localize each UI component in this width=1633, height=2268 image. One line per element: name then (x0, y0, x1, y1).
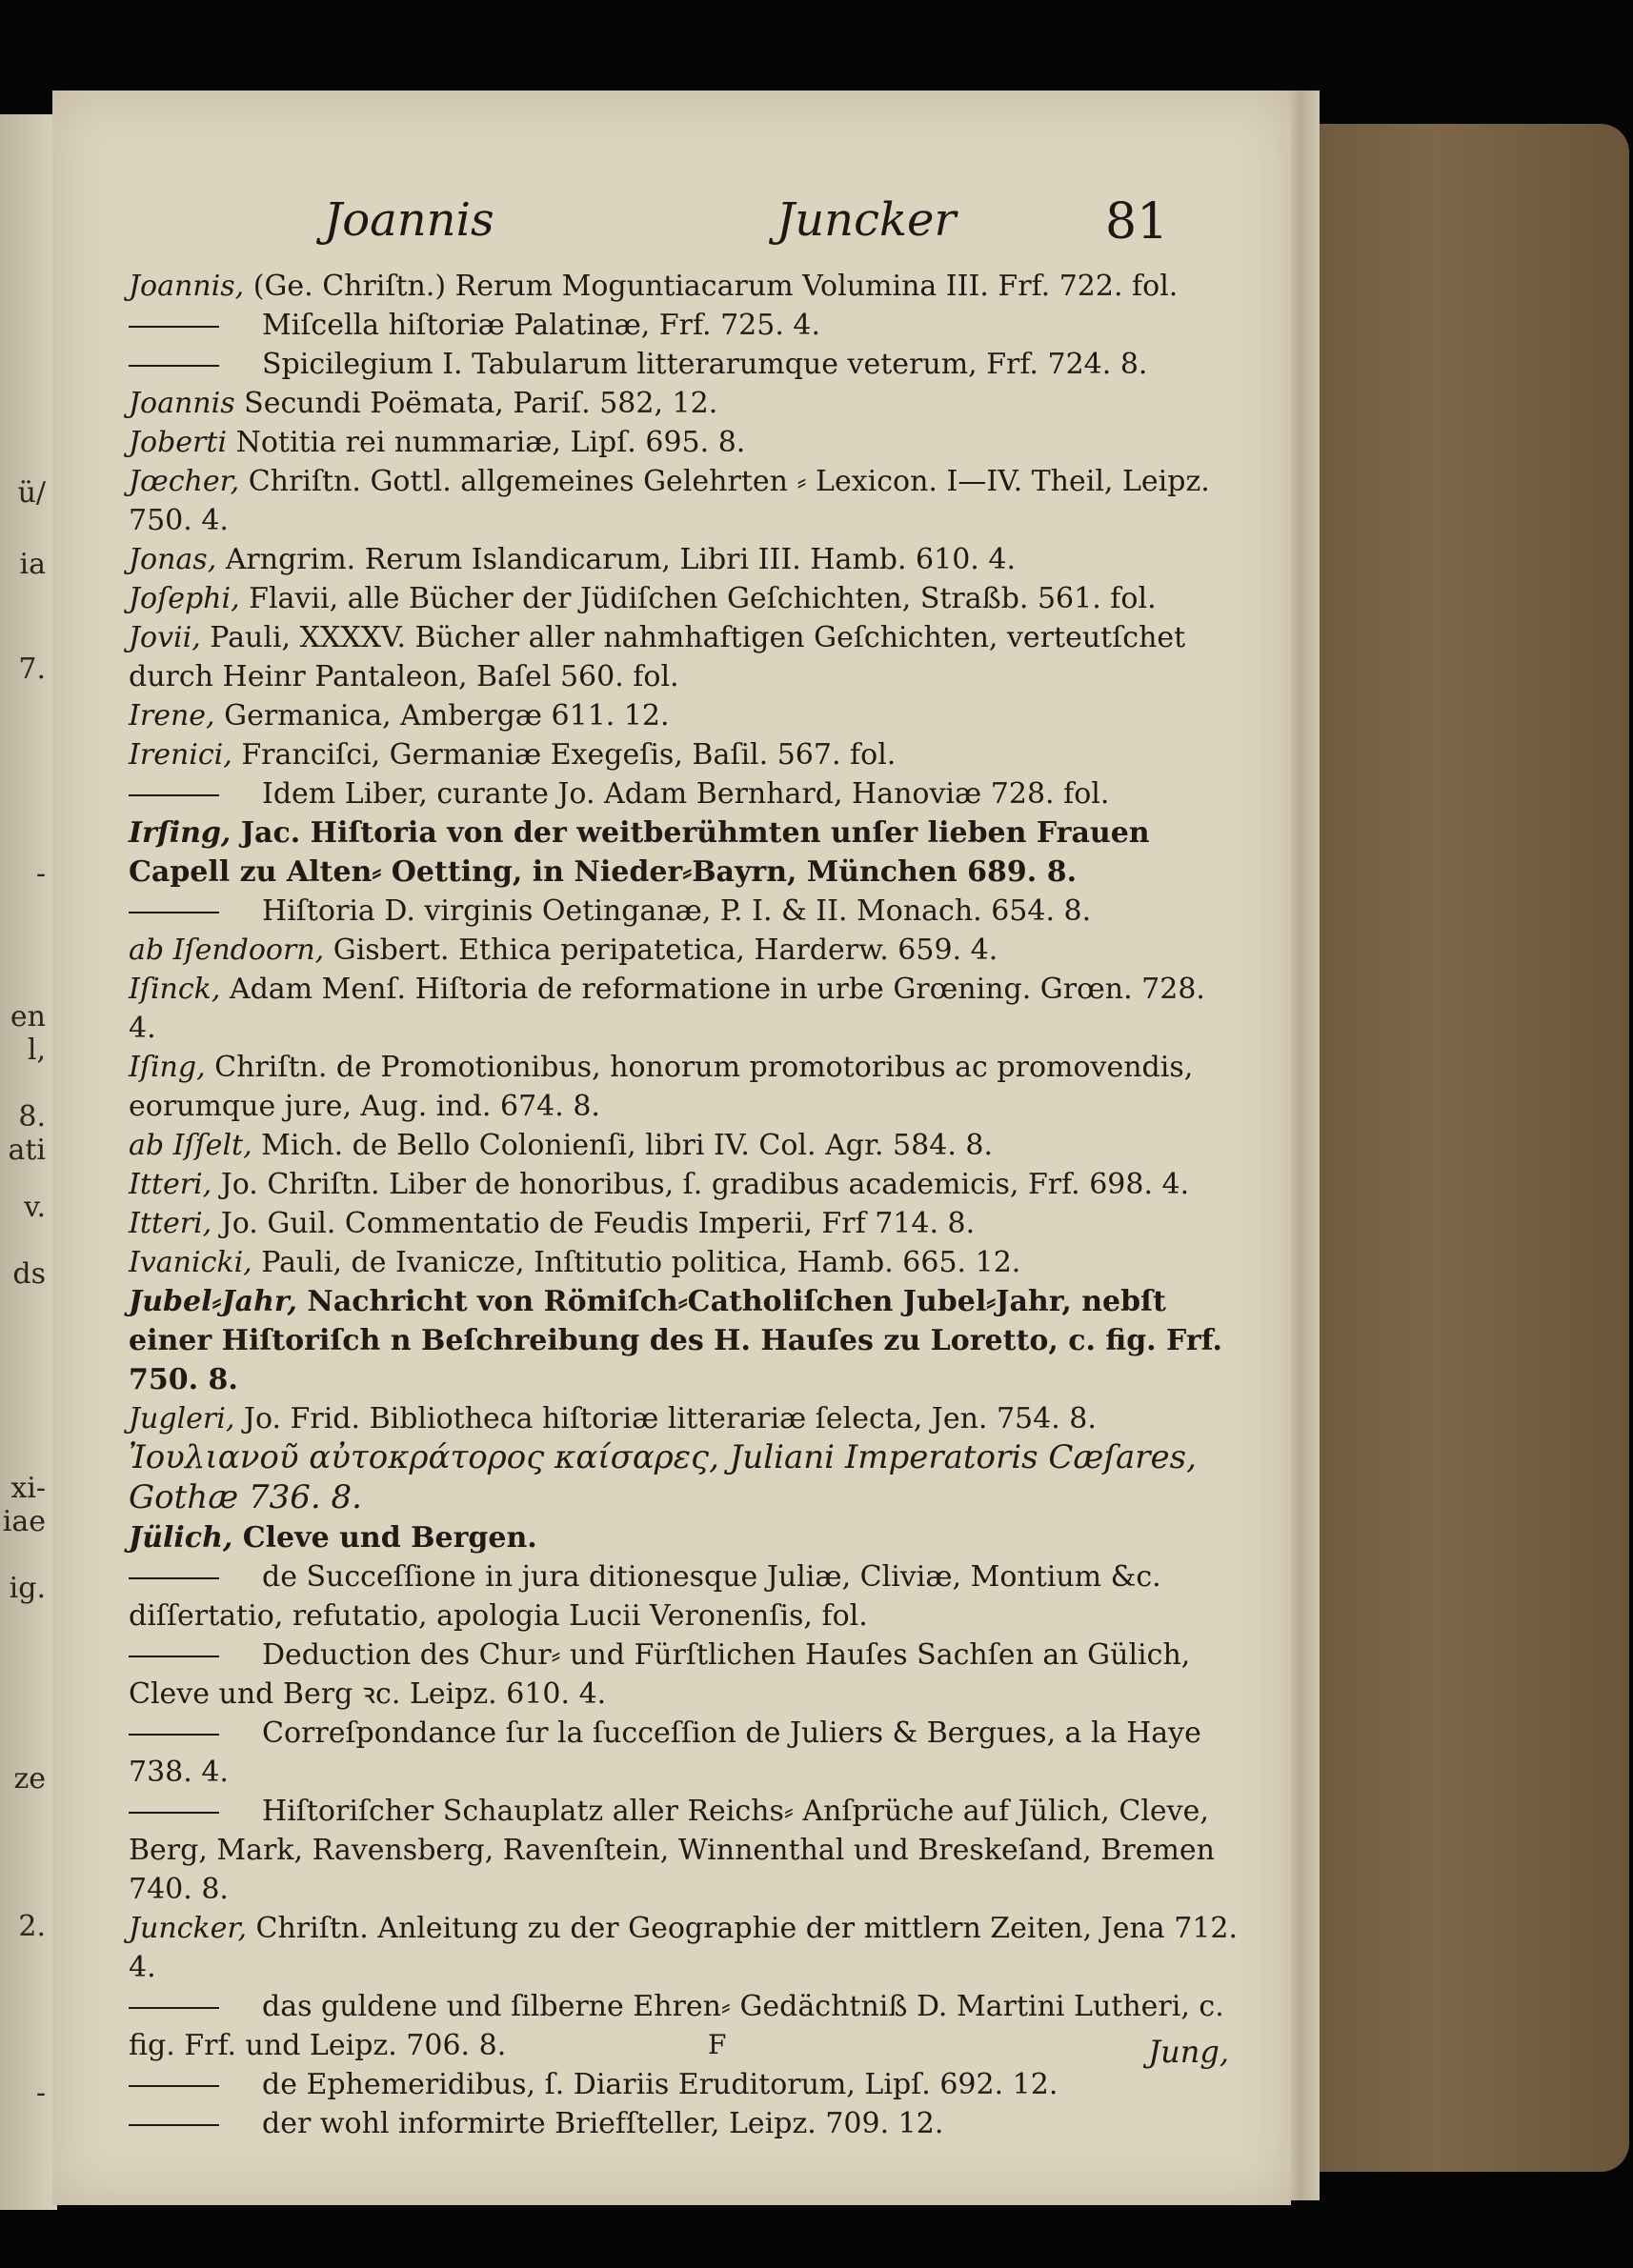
list-item (129, 1126, 1239, 1165)
left-fragment: ze (13, 1762, 46, 1796)
list-item (129, 1987, 1239, 2065)
left-fragment: 8. (18, 1100, 46, 1134)
left-page-fragment (0, 114, 57, 2210)
entry-text: Pauli, XXXXV. Bücher aller nahmhaftigen Geſchichten, verteutſchet durch Heinr Pantaleon, Baſel 560. fol. (129, 621, 1186, 693)
entry-headword: Irſing, (129, 816, 232, 850)
list-item (129, 970, 1239, 1048)
left-fragment: ig. (9, 1572, 46, 1605)
entry-text: Chriſtn. Gottl. allgemeines Gelehrten ⸗ Lexicon. I—IV. Theil, Leipz. 750. 4. (129, 465, 1210, 537)
left-fragment: iae (2, 1505, 46, 1538)
left-fragment: l, (27, 1034, 46, 1067)
entry-headword: ab Iſſelt, (129, 1129, 252, 1162)
entry-text: Franciſci, Germaniæ Exegeſis, Baſil. 567. fol. (232, 738, 897, 772)
ditto-dash (129, 1577, 219, 1579)
list-item (129, 696, 1239, 735)
entry-text: Cleve und Bergen. (232, 1521, 537, 1555)
entry-text: das guldene und ſilberne Ehren⸗ Gedächtniß D. Martini Lutheri, c. fig. Frf. und Leipz. 706. 8. (129, 1990, 1224, 2062)
list-item (129, 267, 1239, 306)
entry-headword: Ἰουλιανοῦ (129, 1438, 299, 1476)
left-fragment: 7. (18, 652, 46, 686)
list-item (129, 462, 1239, 540)
entry-text: Arngrim. Rerum Islandicarum, Libri III. Hamb. 610. 4. (216, 543, 1017, 576)
list-item (129, 306, 1239, 345)
ditto-dash (129, 1656, 219, 1657)
entry-text: der wohl informirte Briefſteller, Leipz. 709. 12. (262, 2107, 944, 2140)
entry-text: Flavii, alle Bücher der Jüdiſchen Geſchichten, Straßb. 561. fol. (239, 582, 1157, 615)
header-center-word: Juncker (776, 193, 957, 247)
entry-headword: Jovii, (129, 621, 201, 654)
ditto-dash (129, 1812, 219, 1814)
entry-headword: Iſing, (129, 1051, 206, 1084)
entry-headword: Irenici, (129, 738, 232, 772)
entry-text: Germanica, Ambergæ 611. 12. (214, 699, 670, 733)
ditto-dash (129, 326, 219, 328)
entry-text: (Ge. Chriſtn.) Rerum Moguntiacarum Volumina III. Frf. 722. fol. (244, 270, 1179, 303)
entry-text: Notitia rei nummariæ, Lipſ. 695. 8. (227, 426, 746, 459)
entry-text: Chriſtn. de Promotionibus, honorum promotoribus ac promovendis, eorumque jure, Aug. ind. 674. 8. (129, 1051, 1194, 1123)
entry-text: Idem Liber, curante Jo. Adam Bernhard, Hanoviæ 728. fol. (262, 777, 1110, 811)
entry-text: de Ephemeridibus, ſ. Diariis Eruditorum, Lipſ. 692. 12. (262, 2068, 1058, 2101)
entry-headword: Jœcher, (129, 465, 240, 498)
ditto-dash (129, 365, 219, 367)
list-item (129, 931, 1239, 970)
list-item (129, 540, 1239, 579)
entry-text: Deduction des Chur⸗ und Fürſtlichen Hauſes Sachſen an Gülich, Cleve und Berg ꝛc. Leipz. 610. 4. (129, 1638, 1191, 1711)
entry-text: Gisbert. Ethica peripatetica, Harderw. 659. 4. (324, 933, 998, 967)
list-item (129, 1048, 1239, 1126)
list-item (129, 1243, 1239, 1282)
list-item (129, 735, 1239, 774)
left-fragment: - (35, 2077, 46, 2110)
list-item (129, 579, 1239, 618)
header-left-word: Joannis (324, 193, 494, 247)
entry-headword: Itteri, (129, 1207, 212, 1240)
list-item (129, 1518, 1239, 1557)
entry-text: Jac. Hiſtoria von der weitberühmten unſer lieben Frauen Capell zu Alten⸗ Oetting, in Nieder⸗Bayrn, München 689. 8. (129, 816, 1150, 889)
list-item (129, 423, 1239, 462)
left-fragment: v. (24, 1191, 46, 1224)
entry-text: Jo. Chriſtn. Liber de honoribus, ſ. gradibus academicis, Frf. 698. 4. (212, 1168, 1190, 1201)
entry-text: Jo. Guil. Commentatio de Feudis Imperii, Frf 714. 8. (212, 1207, 976, 1240)
left-fragment: 2. (18, 1910, 46, 1943)
entry-headword: Jonas, (129, 543, 217, 576)
entry-headword: ab Iſendoorn, (129, 933, 325, 967)
left-fragment: - (35, 857, 46, 891)
left-fragment: ü/ (17, 476, 46, 510)
entry-text: Hiſtoriſcher Schauplatz aller Reichs⸗ Anſprüche auf Jülich, Cleve, Berg, Mark, Ravensberg, Ravenſtein, Winnenthal und Breskeſand, Bremen 740. 8. (129, 1795, 1215, 1906)
list-item (129, 345, 1239, 384)
left-fragment: xi- (10, 1472, 46, 1505)
entry-headword: Jubel⸗Jahr, (129, 1285, 297, 1318)
entry-headword: Joannis, (129, 270, 245, 303)
entry-text: de Succeſſione in jura ditionesque Juliæ, Cliviæ, Montium &c. diſſertatio, refutatio, apologia Lucii Veronenſis, fol. (129, 1560, 1161, 1633)
entry-headword: Jugleri, (129, 1402, 235, 1435)
list-item (129, 2065, 1239, 2104)
entry-text: αὐτοκράτορος καίσαρες, Juliani Imperatoris Cæſares, Gothæ 736. 8. (129, 1438, 1197, 1516)
entry-text: Spicilegium I. Tabularum litterarumque veterum, Frf. 724. 8. (262, 348, 1148, 381)
entry-headword: Jülich, (129, 1521, 233, 1555)
list-item (129, 1282, 1239, 1399)
entry-text: Mich. de Bello Colonienſi, libri IV. Col. Agr. 584. 8. (252, 1129, 994, 1162)
list-item (129, 774, 1239, 813)
entry-text: Pauli, de Ivanicze, Inſtitutio politica, Hamb. 665. 12. (252, 1246, 1021, 1279)
left-fragment: en (10, 1000, 46, 1034)
left-fragment: ia (19, 548, 46, 581)
entry-list (129, 267, 1239, 2143)
book-page (52, 90, 1291, 2205)
left-fragment: ati (8, 1134, 46, 1167)
entry-headword: Itteri, (129, 1168, 212, 1201)
list-item (129, 813, 1239, 892)
entry-headword: Ivanicki, (129, 1246, 252, 1279)
entry-text: Miſcella hiſtoriæ Palatinæ, Frf. 725. 4. (262, 309, 821, 342)
entry-text: Nachricht von Römiſch⸗Catholiſchen Jubel⸗Jahr, nebſt einer Hiſtoriſch n Beſchreibung des H. Hauſes zu Loretto, c. fig. Frf. 750. 8. (129, 1285, 1222, 1396)
list-item (129, 1399, 1239, 1438)
list-item (129, 892, 1239, 931)
list-item (129, 1714, 1239, 1792)
signature-mark: F (708, 2029, 727, 2060)
list-item (129, 1792, 1239, 1909)
left-fragment: ds (12, 1257, 46, 1291)
entry-headword: Juncker, (129, 1912, 247, 1945)
catchword: Jung, (1148, 2034, 1229, 2070)
list-item (129, 1438, 1239, 1518)
entry-text: Jo. Frid. Bibliotheca hiſtoriæ litterariæ ſelecta, Jen. 754. 8. (234, 1402, 1097, 1435)
list-item (129, 2104, 1239, 2143)
ditto-dash (129, 794, 219, 796)
list-item (129, 1557, 1239, 1636)
entry-text: Adam Menſ. Hiſtoria de reformatione in urbe Grœning. Grœn. 728. 4. (129, 973, 1205, 1045)
entry-headword: Iſinck, (129, 973, 221, 1006)
list-item (129, 1204, 1239, 1243)
entry-headword: Irene, (129, 699, 215, 733)
ditto-dash (129, 912, 219, 913)
list-item (129, 1909, 1239, 1987)
ditto-dash (129, 1734, 219, 1736)
list-item (129, 384, 1239, 423)
entry-text: Chriſtn. Anleitung zu der Geographie der mittlern Zeiten, Jena 712. 4. (129, 1912, 1239, 1984)
entry-text: Secundi Poëmata, Pariſ. 582, 12. (234, 387, 718, 420)
entry-headword: Joſephi, (129, 582, 240, 615)
entry-text: Correſpondance ſur la ſucceſſion de Juliers & Bergues, a la Haye 738. 4. (129, 1716, 1201, 1789)
entry-headword: Joberti (129, 426, 228, 459)
list-item (129, 1636, 1239, 1714)
running-header (52, 193, 1291, 260)
page-number: 81 (1105, 193, 1169, 251)
list-item (129, 1165, 1239, 1204)
ditto-dash (129, 2085, 219, 2087)
ditto-dash (129, 2007, 219, 2009)
list-item (129, 618, 1239, 696)
entry-headword: Joannis (129, 387, 235, 420)
ditto-dash (129, 2124, 219, 2126)
entry-text: Hiſtoria D. virginis Oetinganæ, P. I. & II. Monach. 654. 8. (262, 894, 1092, 928)
book-cover (1305, 124, 1629, 2172)
